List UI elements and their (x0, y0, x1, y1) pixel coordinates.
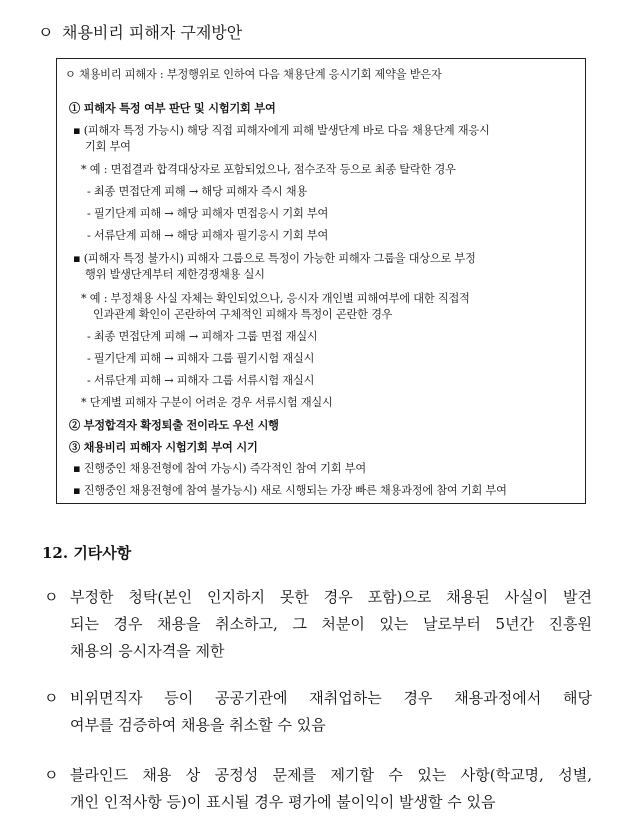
item3-bullet-2: ▪ 진행중인 채용전형에 참여 불가능시) 새로 시행되는 가장 빠른 채용과정에 참여 기회 부여 (73, 484, 507, 497)
item1-a-case-1: - 최종 면접단계 피해 → 해당 피해자 즉시 채용 (87, 185, 307, 198)
heading-bullet: ㅇ (38, 23, 54, 42)
paragraph-bullet: ㅇ (44, 766, 59, 784)
box-intro: ㅇ 채용비리 피해자 : 부정행위로 인하여 다음 채용단계 응시기회 제약을 받은자 (65, 68, 442, 81)
remedy-box (56, 58, 586, 504)
paragraph-bullet: ㅇ (44, 689, 59, 707)
section12-paragraph-2 (44, 685, 592, 739)
paragraph-line: 여부를 검증하여 채용을 취소할 수 있음 (70, 716, 326, 734)
item1-b-example-line1: * 예 : 부정채용 사실 자체는 확인되었으나, 응시자 개인별 피해여부에 대한 직접적 (81, 292, 470, 305)
item1-b-case-3: - 서류단계 피해 → 피해자 그룹 서류시험 재실시 (87, 374, 315, 387)
heading-text: 채용비리 피해자 구제방안 (62, 23, 243, 42)
remedy-heading (38, 22, 242, 44)
paragraph-line: 개인 인적사항 등)이 표시될 경우 평가에 불이익이 발생할 수 있음 (70, 793, 496, 811)
paragraph-line: 비위면직자 등이 공공기관에 재취업하는 경우 채용과정에서 해당 (70, 689, 592, 707)
section12-title: 12. 기타사항 (42, 544, 132, 562)
section12-paragraph-1 (44, 584, 592, 665)
item1-title: ① 피해자 특정 여부 판단 및 시험기회 부여 (69, 101, 276, 115)
item3-title: ③ 채용비리 피해자 시험기회 부여 시기 (69, 440, 258, 454)
item1-b-note: * 단계별 피해자 구분이 어려운 경우 서류시험 재실시 (81, 396, 333, 409)
item1-b-line1: ▪ (피해자 특정 불가시) 피해자 그룹으로 특정이 가능한 피해자 그룹을 대상으로 부정 (73, 252, 476, 265)
item2-title: ② 부정합격자 확정퇴출 전이라도 우선 시행 (69, 418, 279, 432)
item1-a-example: * 예 : 면접결과 합격대상자로 포함되었으나, 점수조작 등으로 최종 탈락한 경우 (81, 163, 456, 176)
paragraph-bullet: ㅇ (44, 588, 59, 606)
item1-b-line2: 행위 발생단계부터 제한경쟁채용 실시 (85, 268, 265, 281)
item1-b-example-line2: 인과관계 확인이 곤란하여 구체적인 피해자 특정이 곤란한 경우 (93, 308, 393, 321)
item1-a-case-2: - 필기단계 피해 → 해당 피해자 면접응시 기회 부여 (87, 207, 329, 220)
item1-a-case-3: - 서류단계 피해 → 해당 피해자 필기응시 기회 부여 (87, 229, 329, 242)
paragraph-line: 되는 경우 채용을 취소하고, 그 처분이 있는 날로부터 5년간 진흥원 (70, 615, 592, 633)
item3-bullet-1: ▪ 진행중인 채용전형에 참여 가능시) 즉각적인 참여 기회 부여 (73, 462, 366, 475)
item1-b-case-2: - 필기단계 피해 → 피해자 그룹 필기시험 재실시 (87, 352, 315, 365)
item1-b-case-1: - 최종 면접단계 피해 → 피해자 그룹 면접 재실시 (87, 330, 318, 343)
paragraph-line: 부정한 청탁(본인 인지하지 못한 경우 포함)으로 채용된 사실이 발견 (70, 588, 592, 606)
paragraph-line: 블라인드 채용 상 공정성 문제를 제기할 수 있는 사항(학교명, 성별, (70, 766, 592, 784)
paragraph-line: 채용의 응시자격을 제한 (70, 642, 225, 660)
item1-a-line1: ▪ (피해자 특정 가능시) 해당 직접 피해자에게 피해 발생단계 바로 다음 채용단계 재응시 (73, 124, 490, 137)
item1-a-line2: 기회 부여 (85, 140, 131, 153)
section12-paragraph-3 (44, 762, 592, 816)
